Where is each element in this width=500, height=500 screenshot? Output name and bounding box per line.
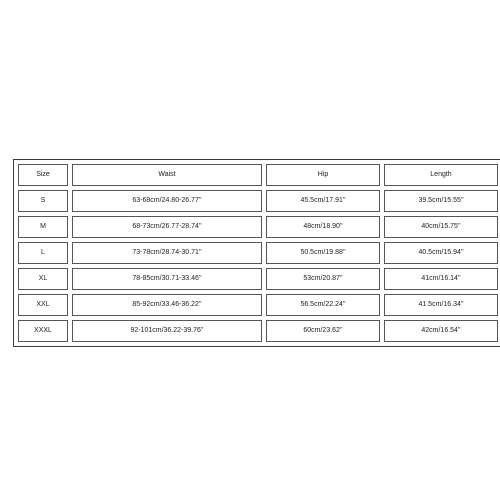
length-cell: 40.5cm/15.94'' xyxy=(384,242,498,264)
size-cell: XL xyxy=(18,268,68,290)
waist-cell: 68-73cm/26.77-28.74'' xyxy=(72,216,262,238)
waist-cell: 73-78cm/28.74-30.71'' xyxy=(72,242,262,264)
waist-cell: 78-85cm/30.71-33.46'' xyxy=(72,268,262,290)
size-chart-table xyxy=(13,159,500,347)
header-size: Size xyxy=(18,164,68,186)
size-cell: M xyxy=(18,216,68,238)
header-hip: Hip xyxy=(266,164,380,186)
header-length: Length xyxy=(384,164,498,186)
header-waist: Waist xyxy=(72,164,262,186)
hip-cell: 56.5cm/22.24'' xyxy=(266,294,380,316)
length-cell: 41cm/16.14'' xyxy=(384,268,498,290)
length-cell: 42cm/16.54'' xyxy=(384,320,498,342)
table-row xyxy=(18,216,498,238)
length-cell: 41.5cm/16.34'' xyxy=(384,294,498,316)
size-cell: XXXL xyxy=(18,320,68,342)
table-row xyxy=(18,268,498,290)
waist-cell: 92-101cm/36.22-39.76'' xyxy=(72,320,262,342)
size-cell: S xyxy=(18,190,68,212)
length-cell: 39.5cm/15.55'' xyxy=(384,190,498,212)
hip-cell: 45.5cm/17.91'' xyxy=(266,190,380,212)
size-cell: L xyxy=(18,242,68,264)
hip-cell: 53cm/20.87'' xyxy=(266,268,380,290)
hip-cell: 50.5cm/19.88'' xyxy=(266,242,380,264)
table-row xyxy=(18,190,498,212)
hip-cell: 48cm/18.90'' xyxy=(266,216,380,238)
waist-cell: 85-92cm/33.46-36.22'' xyxy=(72,294,262,316)
table-row xyxy=(18,242,498,264)
table-header-row xyxy=(18,164,498,186)
waist-cell: 63-68cm/24.80-26.77'' xyxy=(72,190,262,212)
hip-cell: 60cm/23.62'' xyxy=(266,320,380,342)
length-cell: 40cm/15.75'' xyxy=(384,216,498,238)
table-row xyxy=(18,294,498,316)
size-cell: XXL xyxy=(18,294,68,316)
table-row xyxy=(18,320,498,342)
